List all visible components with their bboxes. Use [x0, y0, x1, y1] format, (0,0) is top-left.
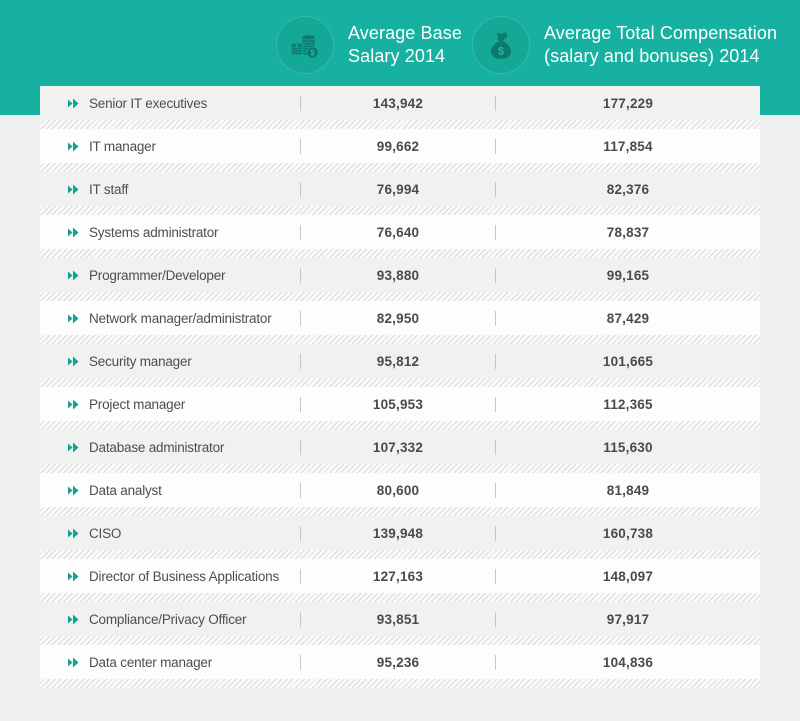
row-label: Programmer/Developer [89, 267, 226, 283]
svg-text:$: $ [498, 45, 504, 58]
table-row [40, 129, 760, 163]
base-salary-value: 76,640 [376, 224, 420, 240]
row-divider-hatch [40, 464, 760, 473]
row-label-cell [40, 139, 300, 154]
double-chevron-right-icon [68, 270, 80, 281]
money-bag-icon [472, 16, 530, 74]
total-comp-value: 148,097 [602, 568, 654, 584]
double-chevron-right-icon [68, 528, 80, 539]
double-chevron-right-icon [68, 442, 80, 453]
double-chevron-right-icon [68, 98, 80, 109]
total-comp-value: 115,630 [603, 439, 653, 455]
row-label-cell [40, 311, 300, 326]
table-row [40, 258, 760, 292]
base-salary-value: 93,880 [376, 267, 420, 283]
base-salary-value: 80,600 [376, 482, 420, 498]
base-salary-value: 95,812 [376, 353, 420, 369]
base-salary-value: 93,851 [376, 611, 420, 627]
row-label-cell [40, 354, 300, 369]
table-row [40, 301, 760, 335]
table-row [40, 516, 760, 550]
svg-text:$: $ [310, 48, 315, 58]
base-salary-value: 105,953 [372, 396, 424, 412]
total-comp-value: 87,429 [606, 310, 650, 326]
row-label-cell [40, 268, 300, 283]
table-row [40, 645, 760, 679]
row-divider-hatch [40, 120, 760, 129]
table-row [40, 473, 760, 507]
table-row [40, 172, 760, 206]
row-label: Network manager/administrator [89, 310, 272, 326]
row-label: Systems administrator [89, 224, 219, 240]
row-label-cell [40, 526, 300, 541]
row-divider-hatch [40, 593, 760, 602]
row-label: Compliance/Privacy Officer [89, 611, 247, 627]
double-chevron-right-icon [68, 485, 80, 496]
row-label: Project manager [89, 396, 186, 412]
row-label-cell [40, 483, 300, 498]
base-salary-value: 107,332 [372, 439, 424, 455]
row-label: IT staff [89, 181, 129, 197]
total-comp-value: 81,849 [606, 482, 650, 498]
base-salary-value: 127,163 [372, 568, 424, 584]
double-chevron-right-icon [68, 227, 80, 238]
row-divider-hatch [40, 550, 760, 559]
double-chevron-right-icon [68, 184, 80, 195]
base-salary-value: 95,236 [376, 654, 420, 670]
row-divider-hatch [40, 507, 760, 516]
base-salary-value: 76,994 [376, 181, 420, 197]
total-comp-value: 99,165 [606, 267, 650, 283]
total-comp-value: 101,665 [602, 353, 654, 369]
base-salary-value: 99,662 [376, 138, 420, 154]
table-row [40, 215, 760, 249]
row-label: Senior IT executives [89, 95, 208, 111]
row-divider-hatch [40, 679, 760, 688]
total-comp-value: 82,376 [606, 181, 650, 197]
base-salary-value: 139,948 [372, 525, 424, 541]
row-label-cell [40, 96, 300, 111]
double-chevron-right-icon [68, 614, 80, 625]
row-label: Data center manager [89, 654, 213, 670]
double-chevron-right-icon [68, 571, 80, 582]
row-label: Security manager [89, 353, 192, 369]
base-salary-value: 143,942 [372, 95, 424, 111]
table-row [40, 387, 760, 421]
salary-table-body [40, 86, 760, 688]
row-label: Director of Business Applications [89, 568, 279, 584]
table-row [40, 344, 760, 378]
row-label-cell [40, 569, 300, 584]
row-divider-hatch [40, 636, 760, 645]
row-divider-hatch [40, 206, 760, 215]
row-divider-hatch [40, 163, 760, 172]
column-header-total-comp-label: Average Total Compensation (salary and bonuses) 2014 [544, 23, 778, 66]
total-comp-value: 97,917 [606, 611, 650, 627]
total-comp-value: 112,365 [603, 396, 653, 412]
double-chevron-right-icon [68, 657, 80, 668]
row-divider-hatch [40, 249, 760, 258]
row-label: IT manager [89, 138, 156, 154]
column-header-total-comp [472, 14, 777, 76]
double-chevron-right-icon [68, 356, 80, 367]
table-row [40, 559, 760, 593]
table-row [40, 430, 760, 464]
row-label-cell [40, 612, 300, 627]
total-comp-value: 117,854 [603, 138, 653, 154]
row-divider-hatch [40, 421, 760, 430]
double-chevron-right-icon [68, 141, 80, 152]
row-divider-hatch [40, 335, 760, 344]
salary-table [40, 86, 760, 688]
svg-text:$: $ [295, 43, 298, 49]
total-comp-value: 104,836 [602, 654, 654, 670]
row-label-cell [40, 182, 300, 197]
row-label-cell [40, 440, 300, 455]
coins-stack-icon [276, 16, 334, 74]
row-label-cell [40, 397, 300, 412]
row-label-cell [40, 655, 300, 670]
row-label-cell [40, 225, 300, 240]
row-label: Data analyst [89, 482, 162, 498]
total-comp-value: 177,229 [602, 95, 654, 111]
row-label: Database administrator [89, 439, 225, 455]
table-row [40, 86, 760, 120]
base-salary-value: 82,950 [376, 310, 420, 326]
row-divider-hatch [40, 292, 760, 301]
column-header-base-salary [276, 14, 462, 76]
table-row [40, 602, 760, 636]
row-divider-hatch [40, 378, 760, 387]
total-comp-value: 160,738 [602, 525, 654, 541]
row-label: CISO [89, 525, 122, 541]
double-chevron-right-icon [68, 313, 80, 324]
total-comp-value: 78,837 [606, 224, 650, 240]
double-chevron-right-icon [68, 399, 80, 410]
column-header-base-salary-label: Average Base Salary 2014 [348, 23, 462, 66]
